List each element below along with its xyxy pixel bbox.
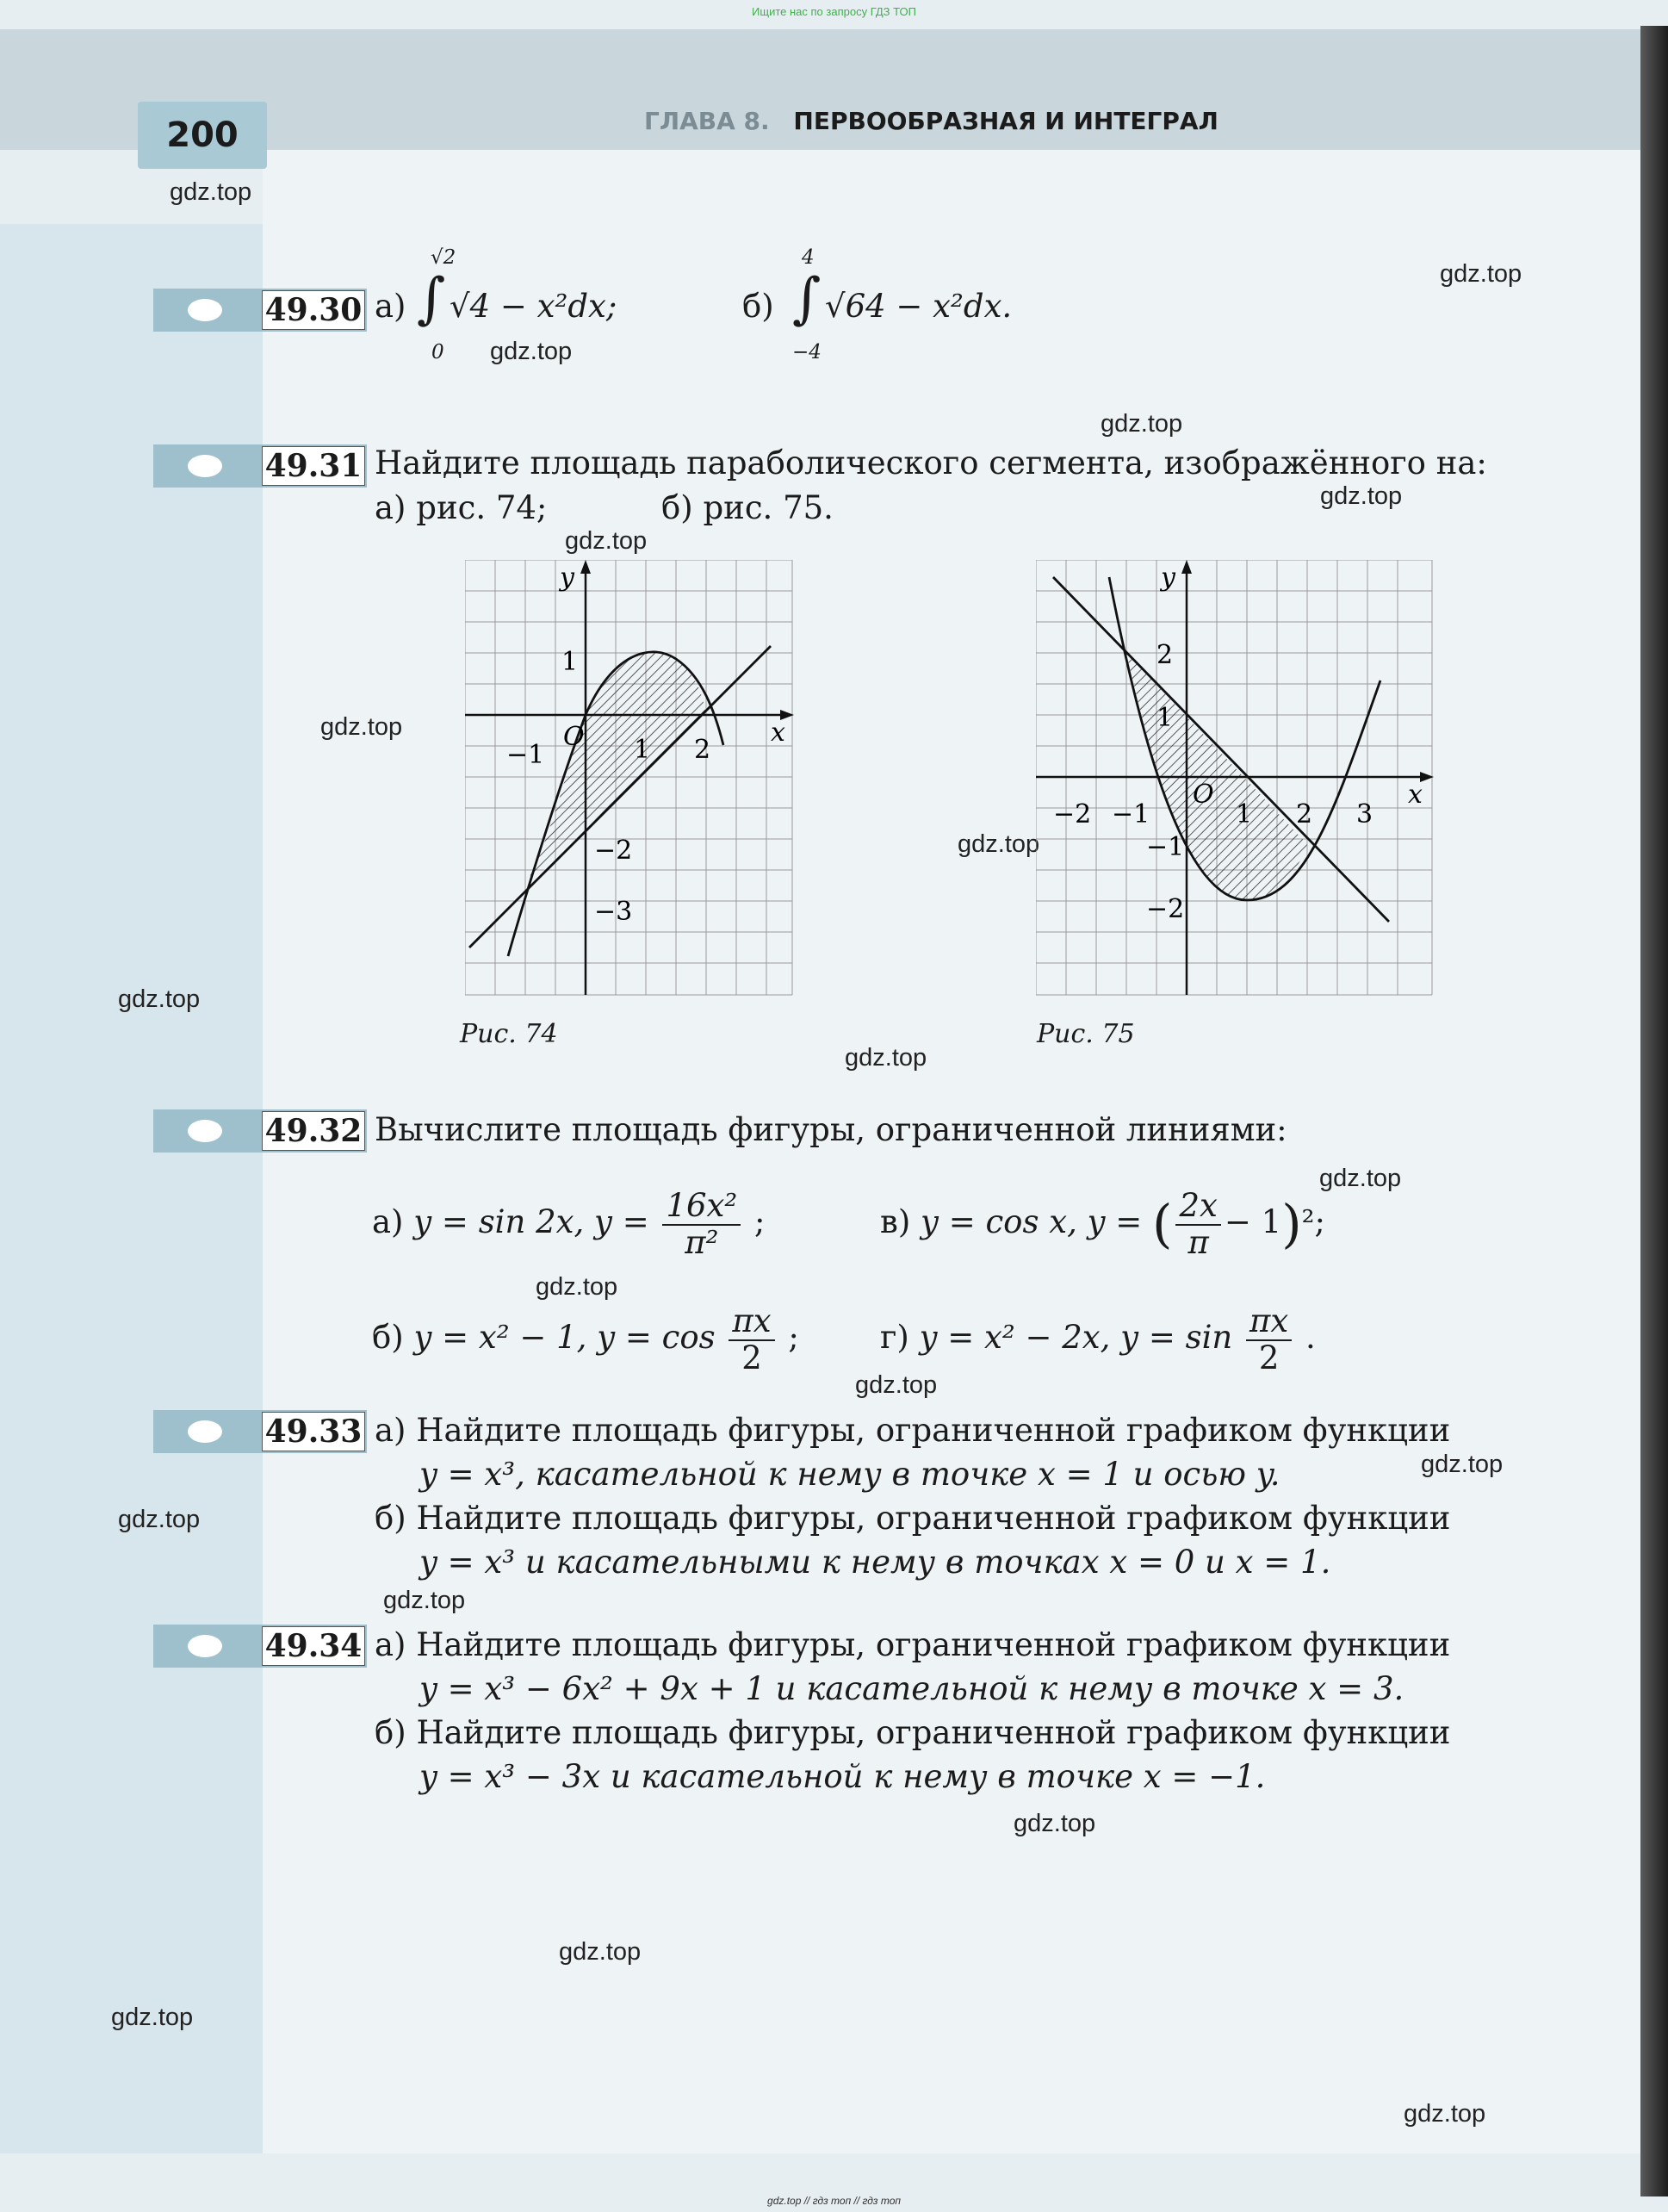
formula-text: y = cos x, y =: [921, 1203, 1143, 1241]
problem-4933-b-line2: y = x³ и касательными к нему в точках x = 0 и x = 1.: [419, 1544, 1331, 1581]
problem-4932-text: Вычислите площадь фигуры, ограниченной линиями:: [375, 1111, 1287, 1148]
axis-y-label: y: [560, 562, 574, 593]
lower-limit: −4: [792, 341, 822, 363]
problem-number: 49.32: [262, 1111, 365, 1151]
numerator: 2x: [1175, 1189, 1220, 1226]
problem-4932-b: [372, 1304, 799, 1376]
fraction: [1175, 1189, 1220, 1260]
watermark: gdz.top: [1320, 482, 1403, 510]
difficulty-bullet: [188, 1420, 222, 1443]
problem-4931-b: б) рис. 75.: [661, 489, 834, 526]
origin-label: O: [563, 722, 585, 752]
formula-text: − 1: [1224, 1203, 1282, 1241]
figure-74-caption: Рис. 74: [460, 1019, 558, 1049]
denominator: π²: [685, 1223, 719, 1261]
top-search-link[interactable]: Ищите нас по запросу ГДЗ ТОП: [752, 5, 916, 18]
fraction: [729, 1304, 774, 1376]
watermark: gdz.top: [490, 338, 573, 365]
problem-4932-g: [880, 1304, 1316, 1376]
problem-bar-4931: [153, 444, 367, 488]
book-spine-edge: [1640, 26, 1668, 2196]
formula-end: ;: [788, 1319, 799, 1357]
integral-sign: ∫: [792, 267, 822, 331]
item-label: в): [880, 1203, 911, 1241]
item-label: а): [372, 1203, 404, 1241]
difficulty-bullet: [188, 1635, 222, 1657]
tick-label: 1: [1156, 703, 1174, 733]
axis-x-label: x: [1408, 780, 1423, 810]
integrand: √4 − x²dx;: [450, 288, 617, 325]
chapter-label: ГЛАВА 8.: [644, 107, 770, 135]
denominator: 2: [741, 1339, 762, 1376]
formula-end: .: [1305, 1319, 1316, 1357]
formula-text: y = x² − 2x, y = sin: [919, 1319, 1233, 1357]
lower-limit: 0: [431, 341, 444, 363]
watermark: gdz.top: [118, 1506, 201, 1533]
difficulty-bullet: [188, 455, 222, 477]
integrand: √64 − x²dx.: [825, 288, 1013, 325]
problem-4933-a-line1: а) Найдите площадь фигуры, ограниченной графиком функции: [375, 1412, 1451, 1449]
watermark: gdz.top: [383, 1587, 466, 1614]
problem-4932-v: [880, 1189, 1325, 1260]
problem-4934-a-line2: y = x³ − 6x² + 9x + 1 и касательной к нему в точке x = 3.: [419, 1670, 1404, 1707]
watermark: gdz.top: [118, 985, 201, 1013]
problem-number: 49.30: [262, 290, 365, 330]
watermark: gdz.top: [1319, 1165, 1402, 1192]
problem-4932-a: [372, 1189, 765, 1260]
upper-limit: √2: [431, 246, 456, 269]
problem-4931-text: Найдите площадь параболического сегмента, изображённого на:: [375, 444, 1487, 482]
watermark: gdz.top: [559, 1938, 642, 1966]
axis-y-label: y: [1161, 562, 1175, 593]
problem-bar-4933: [153, 1410, 367, 1453]
watermark: gdz.top: [536, 1273, 618, 1301]
tick-label: −3: [594, 897, 633, 927]
tick-label: −1: [1112, 799, 1150, 830]
watermark: gdz.top: [958, 830, 1040, 858]
chapter-title: ПЕРВООБРАЗНАЯ И ИНТЕГРАЛ: [793, 107, 1218, 135]
integral-sign: ∫: [417, 267, 446, 331]
watermark: gdz.top: [565, 527, 648, 555]
origin-label: O: [1193, 780, 1214, 810]
formula-text: y = x² − 1, y = cos: [413, 1319, 716, 1357]
numerator: πx: [1246, 1304, 1292, 1341]
watermark: gdz.top: [845, 1044, 927, 1072]
figure-75-caption: Рис. 75: [1037, 1019, 1135, 1049]
watermark: gdz.top: [1014, 1810, 1096, 1837]
watermark: gdz.top: [1101, 410, 1183, 438]
tick-label: 2: [1296, 799, 1313, 830]
watermark: gdz.top: [855, 1371, 938, 1399]
problem-4934-a-line1: а) Найдите площадь фигуры, ограниченной графиком функции: [375, 1626, 1451, 1663]
item-label: г): [880, 1319, 909, 1357]
problem-bar-4932: [153, 1109, 367, 1153]
watermark: gdz.top: [170, 178, 252, 206]
problem-number: 49.34: [262, 1626, 365, 1666]
numerator: 16x²: [662, 1189, 741, 1226]
difficulty-bullet: [188, 1120, 222, 1142]
problem-4934-b-line2: y = x³ − 3x и касательной к нему в точке x = −1.: [419, 1758, 1266, 1795]
numerator: πx: [729, 1304, 774, 1341]
tick-label: 3: [1356, 799, 1373, 830]
upper-limit: 4: [802, 246, 815, 269]
tick-label: −2: [1053, 799, 1092, 830]
denominator: π: [1187, 1223, 1209, 1261]
problem-4930-b-label: б): [742, 288, 774, 325]
tick-label: −1: [506, 740, 545, 770]
watermark: gdz.top: [1421, 1451, 1504, 1478]
problem-4933-a-line2: y = x³, касательной к нему в точке x = 1 и осью y.: [419, 1456, 1280, 1493]
tick-label: −1: [1146, 832, 1185, 862]
formula-end: ;: [754, 1203, 766, 1241]
tick-label: −2: [1146, 894, 1185, 924]
bottom-links[interactable]: gdz.top // гдз топ // гдз топ: [767, 2195, 901, 2207]
watermark: gdz.top: [320, 713, 403, 741]
problem-bar-4934: [153, 1625, 367, 1668]
figure-74-graph: [465, 560, 801, 1008]
axis-x-label: x: [771, 718, 785, 748]
paren: ): [1281, 1194, 1302, 1255]
problem-number: 49.33: [262, 1412, 365, 1451]
watermark: gdz.top: [1404, 2100, 1486, 2128]
tick-label: 1: [1236, 799, 1253, 830]
tick-label: 2: [1156, 640, 1174, 670]
item-label: б): [372, 1319, 404, 1357]
page-number: 200: [138, 102, 267, 169]
problem-bar-4930: [153, 289, 367, 332]
tick-label: −2: [594, 836, 633, 866]
watermark: gdz.top: [1440, 260, 1522, 288]
problem-number: 49.31: [262, 446, 365, 486]
tick-label: 1: [634, 735, 651, 765]
formula-end: ²;: [1301, 1203, 1325, 1241]
problem-4933-b-line1: б) Найдите площадь фигуры, ограниченной графиком функции: [375, 1500, 1451, 1537]
denominator: 2: [1258, 1339, 1280, 1376]
tick-label: 1: [561, 647, 579, 677]
problem-4934-b-line1: б) Найдите площадь фигуры, ограниченной графиком функции: [375, 1714, 1451, 1751]
problem-4931-a: а) рис. 74;: [375, 489, 548, 526]
fraction: [662, 1189, 741, 1260]
paren: (: [1152, 1194, 1173, 1255]
difficulty-bullet: [188, 299, 222, 321]
problem-4930-a-label: а): [375, 288, 406, 325]
figure-75-graph: [1036, 560, 1436, 1008]
chapter-header: [644, 107, 1218, 135]
watermark: gdz.top: [111, 2004, 194, 2031]
left-margin-band: [0, 224, 263, 2153]
tick-label: 2: [694, 735, 711, 765]
formula-text: y = sin 2x, y =: [413, 1203, 649, 1241]
fraction: [1246, 1304, 1292, 1376]
